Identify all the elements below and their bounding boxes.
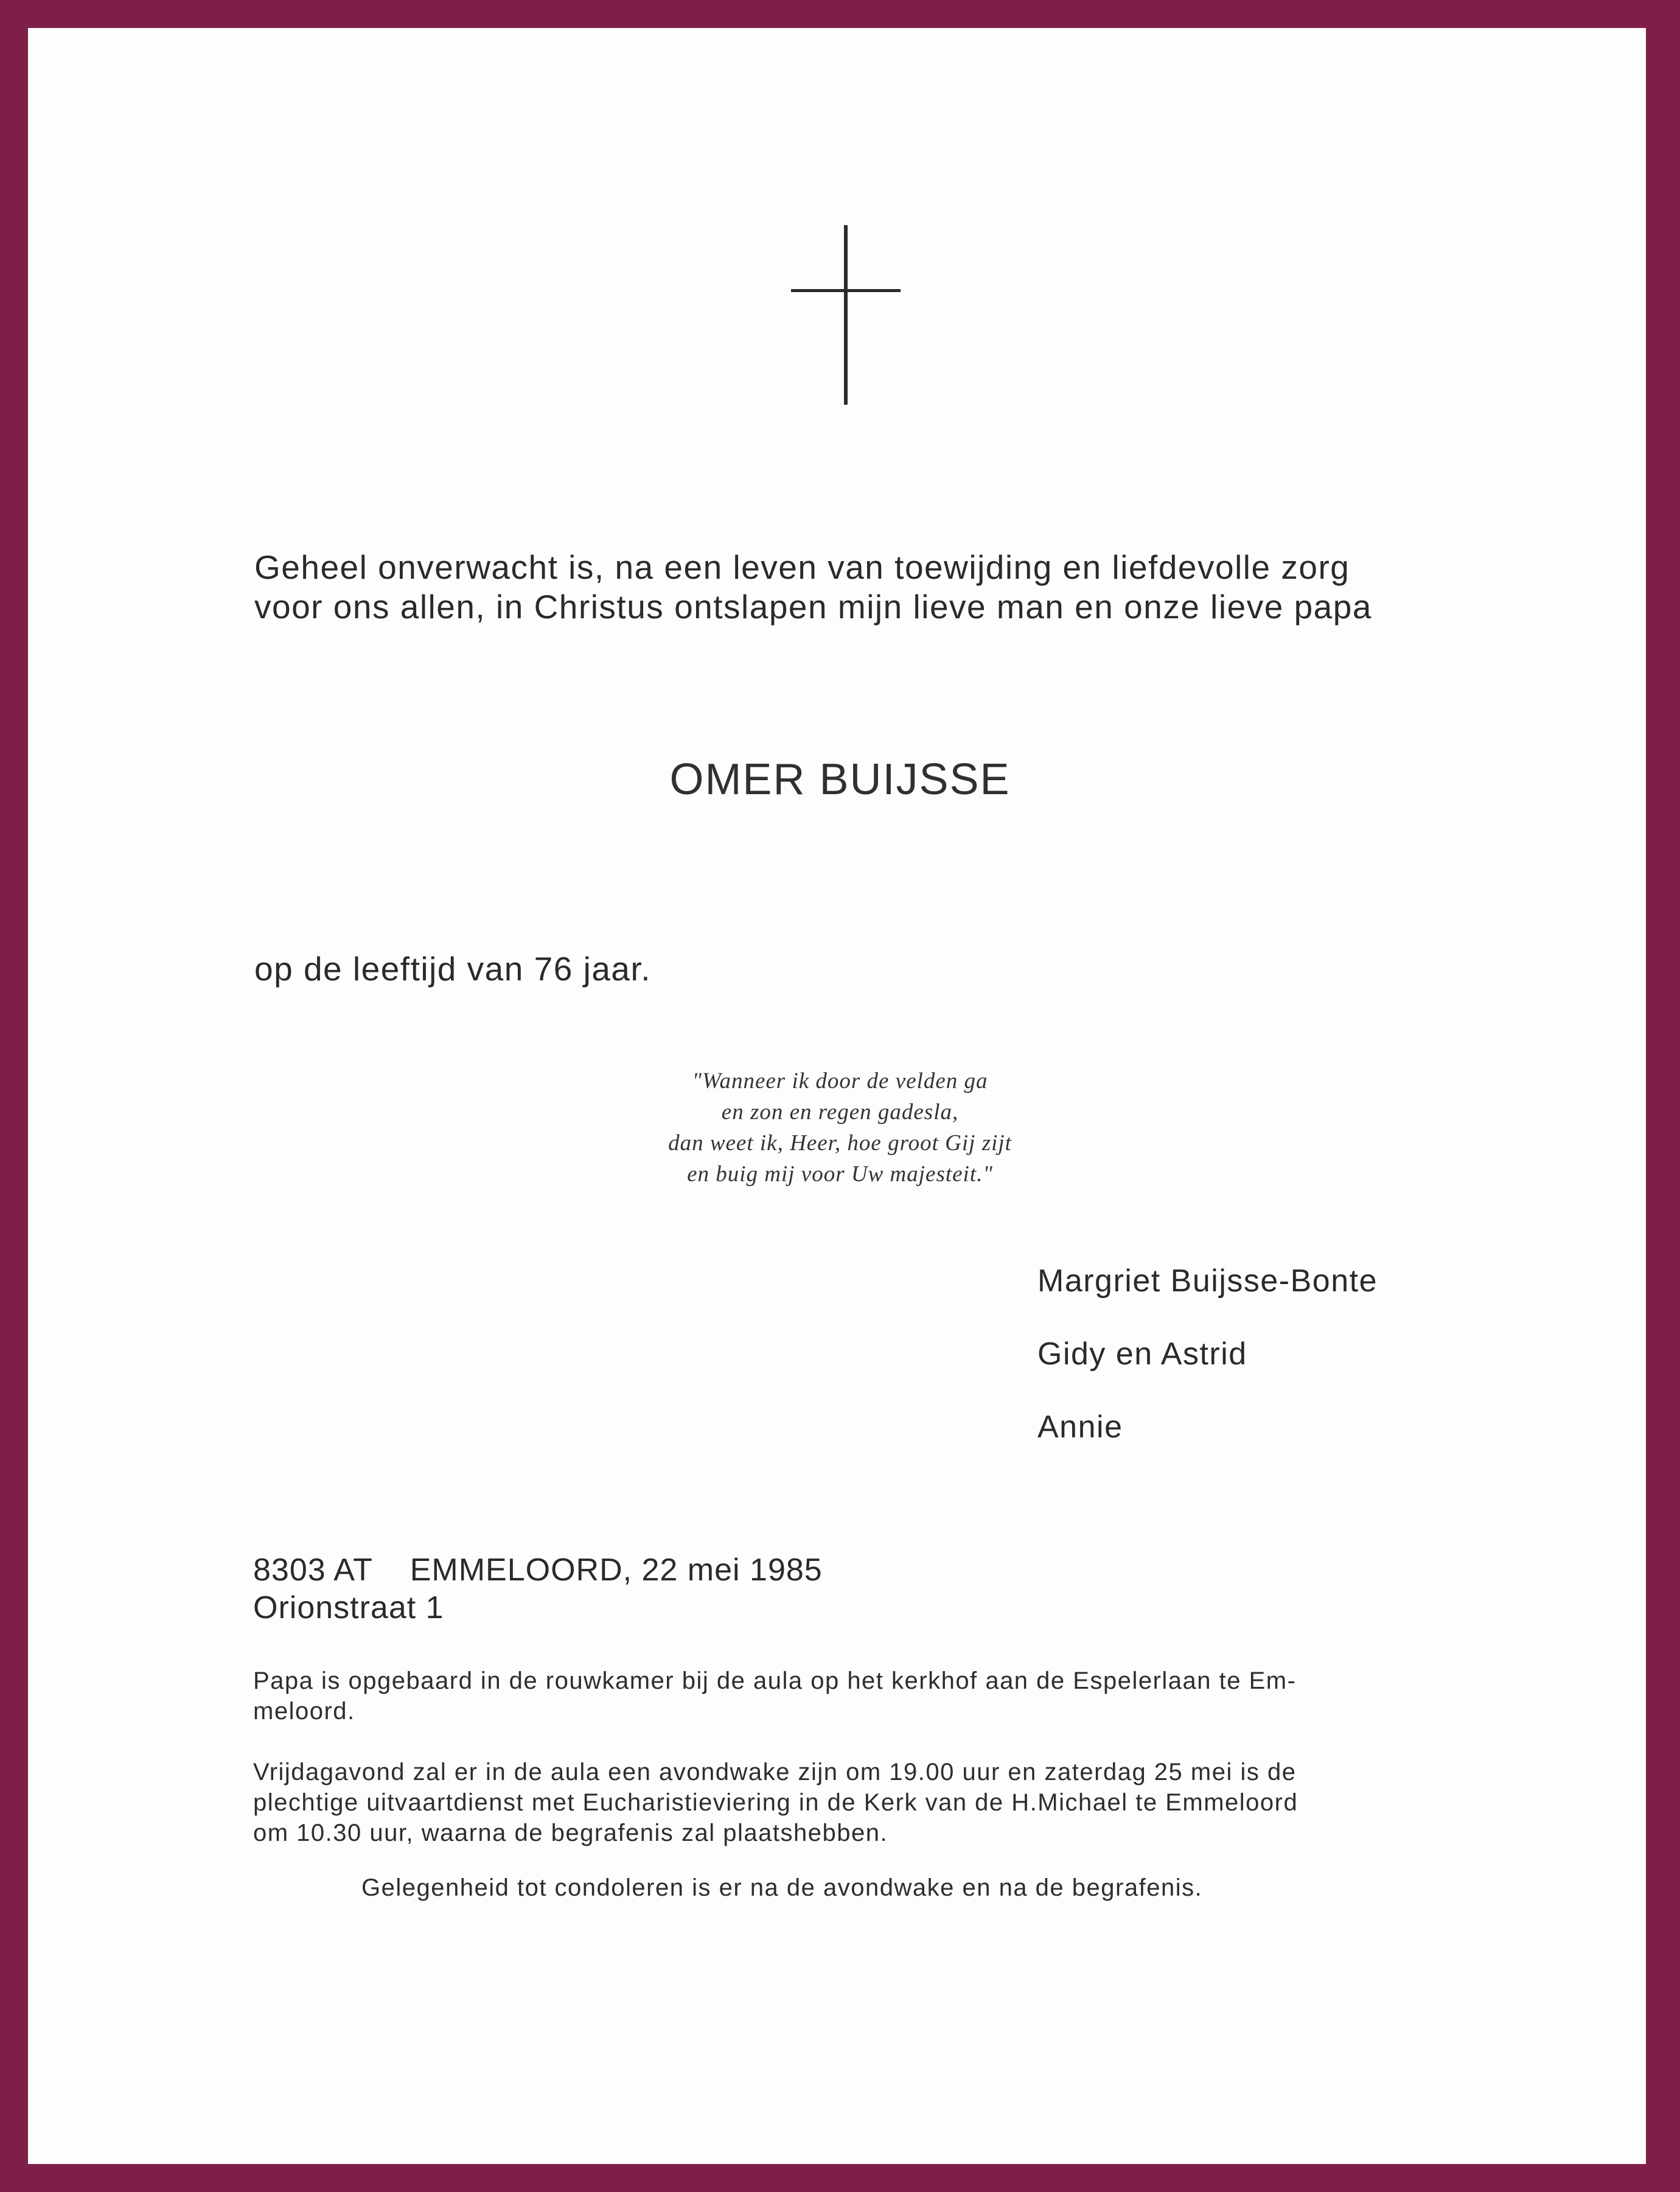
mourner-name: Gidy en Astrid [1037, 1336, 1247, 1372]
quote-line-2: en zon en regen gadesla, [721, 1100, 959, 1125]
service-notice-line: om 10.30 uur, waarna de begrafenis zal plaatshebben. [253, 1820, 888, 1846]
condolence-notice: Gelegenheid tot condoleren is er na de avondwake en na de begrafenis. [361, 1874, 1203, 1901]
viewing-notice-line: meloord. [253, 1698, 355, 1725]
service-notice-line: Vrijdagavond zal er in de aula een avondwake zijn om 19.00 uur en zaterdag 25 mei is de [253, 1759, 1297, 1785]
deceased-name: OMER BUIJSSE [669, 755, 1011, 804]
quote-line-3: dan weet ik, Heer, hoe groot Gij zijt [668, 1131, 1012, 1156]
cross-icon [791, 225, 901, 408]
intro-line-1: Geheel onverwacht is, na een leven van toewijding en liefdevolle zorg [254, 548, 1350, 586]
intro-line-2: voor ons allen, in Christus ontslapen mijn lieve man en onze lieve papa [254, 588, 1372, 626]
quote-line-4: en buig mij voor Uw majesteit." [687, 1162, 993, 1187]
age-line: op de leeftijd van 76 jaar. [254, 950, 652, 988]
mourner-name: Margriet Buijsse-Bonte [1037, 1263, 1378, 1299]
address-line-1: 8303 AT EMMELOORD, 22 mei 1985 [253, 1552, 823, 1588]
address-line-2: Orionstraat 1 [253, 1590, 444, 1625]
quote-line-1: "Wanneer ik door de velden ga [692, 1069, 988, 1094]
viewing-notice-line: Papa is opgebaard in de rouwkamer bij de aula op het kerkhof aan de Espelerlaan te Em- [253, 1667, 1297, 1694]
mourner-name: Annie [1037, 1409, 1123, 1445]
service-notice-line: plechtige uitvaartdienst met Eucharistieviering in de Kerk van de H.Michael te Emmeloord [253, 1789, 1298, 1816]
